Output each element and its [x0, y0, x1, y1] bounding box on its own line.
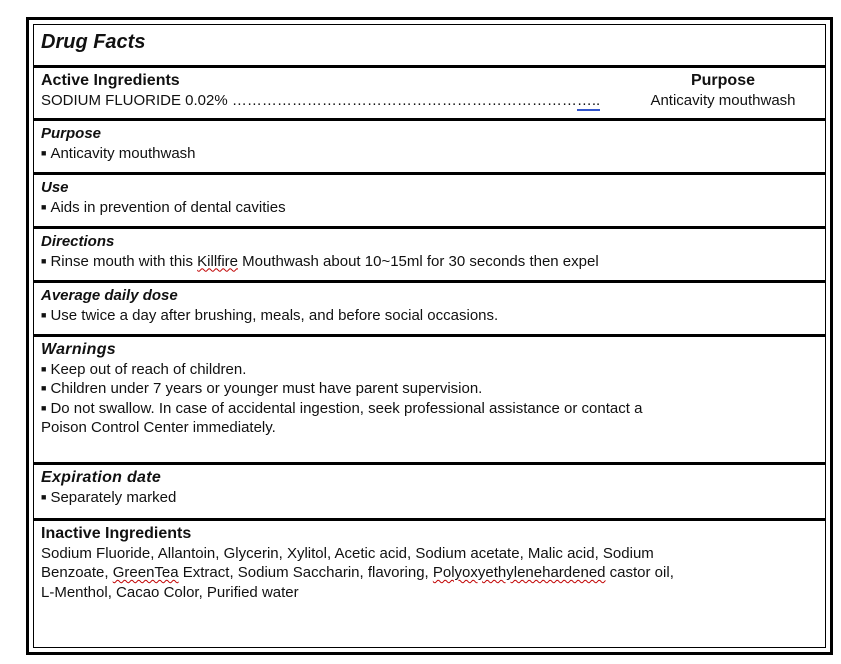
- dose-item: ■ Use twice a day after brushing, meals, and before social occasions.: [41, 306, 818, 326]
- purpose-item: ■ Anticavity mouthwash: [41, 144, 818, 164]
- page-title: Drug Facts: [41, 31, 146, 53]
- active-header-row: [41, 71, 818, 91]
- directions-text-post: Mouthwash about 10~15ml for 30 seconds then expel: [238, 252, 599, 270]
- title-section: [34, 25, 825, 68]
- active-value-row: [41, 91, 818, 111]
- leader-dots: ……………………………………………………………: [231, 91, 577, 109]
- active-purpose-value: Anticavity mouthwash: [650, 91, 796, 109]
- directions-heading: Directions: [41, 233, 115, 250]
- directions-brand: Killfire: [197, 252, 239, 270]
- active-ingredient-value: SODIUM FLUORIDE 0.02%: [41, 91, 228, 109]
- directions-section: [34, 229, 825, 283]
- inactive-line-1: Sodium Fluoride, Allantoin, Glycerin, Xylitol, Acetic acid, Sodium acetate, Malic acid, Sodium: [41, 544, 654, 562]
- leader-dots-tail: …..: [576, 91, 601, 109]
- drug-facts-inner-border: [33, 24, 826, 648]
- purpose-column-heading: Purpose: [690, 72, 755, 89]
- inactive-line-2e: castor oil,: [605, 564, 674, 581]
- active-ingredients-section: [34, 68, 825, 121]
- expiration-section: [34, 465, 825, 521]
- dose-heading: Average daily dose: [41, 287, 178, 304]
- inactive-line-2: [41, 563, 818, 583]
- drug-facts-panel: [26, 17, 833, 655]
- active-ingredients-heading: Active Ingredients: [41, 72, 180, 89]
- dose-section: [34, 283, 825, 337]
- expiration-heading: Expiration date: [41, 469, 162, 486]
- expiration-item: ■ Separately marked: [41, 488, 818, 508]
- inactive-line-3: L-Menthol, Cacao Color, Purified water: [41, 583, 299, 601]
- warning-item-1: ■ Keep out of reach of children.: [41, 360, 818, 380]
- purpose-section: [34, 121, 825, 175]
- inactive-ingredients-section: [34, 521, 825, 647]
- use-heading: Use: [41, 179, 69, 196]
- inactive-line-2c: Extract, Sodium Saccharin, flavoring,: [178, 564, 433, 581]
- warning-item-3: ■ Do not swallow. In case of accidental ingestion, seek professional assistance or contact a: [41, 399, 818, 419]
- directions-item: [41, 252, 818, 272]
- warnings-heading: Warnings: [41, 341, 117, 358]
- warning-item-2: ■ Children under 7 years or younger must have parent supervision.: [41, 379, 818, 399]
- use-section: [34, 175, 825, 229]
- greentea-word: GreenTea: [112, 564, 179, 581]
- inactive-line-2a: Benzoate,: [41, 564, 113, 581]
- warnings-section: [34, 337, 825, 465]
- warning-item-3-continuation: Poison Control Center immediately.: [41, 419, 276, 436]
- use-item: ■ Aids in prevention of dental cavities: [41, 198, 818, 218]
- purpose-heading: Purpose: [41, 125, 102, 142]
- directions-text-pre: Rinse mouth with this: [50, 252, 198, 270]
- inactive-ingredients-heading: Inactive Ingredients: [41, 525, 192, 542]
- active-ingredient-line: [41, 91, 600, 111]
- polyoxyethylene-word: Polyoxyethylenehardened: [432, 564, 606, 581]
